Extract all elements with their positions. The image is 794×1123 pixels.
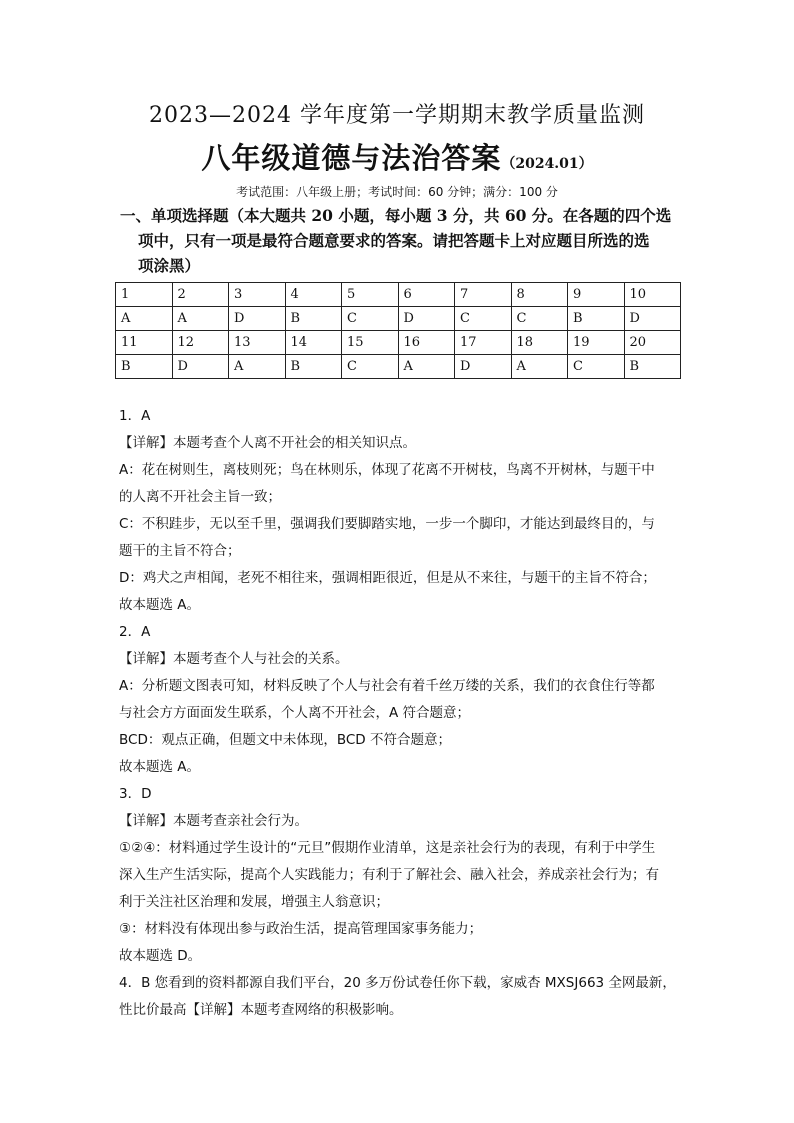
question-number-cell: 18 bbox=[511, 331, 568, 355]
explanation-line: 【详解】本题考查个人与社会的关系。 bbox=[119, 651, 349, 667]
answer-cell: C bbox=[568, 355, 625, 379]
explanation-line: 题干的主旨不符合； bbox=[119, 543, 241, 559]
answer-row bbox=[116, 355, 681, 379]
question-number-cell: 3 bbox=[229, 283, 286, 307]
question-number-cell: 20 bbox=[624, 331, 681, 355]
explanation-line: 深入生产生活实际，提高个人实践能力；有利于了解社会、融入社会，养成亲社会行为；有 bbox=[119, 867, 659, 883]
question-number-cell: 6 bbox=[398, 283, 455, 307]
exam-meta-info: 考试范围：八年级上册；考试时间：60 分钟；满分：100 分 bbox=[236, 185, 558, 199]
explanation-line: A：分析题文图表可知，材料反映了个人与社会有着千丝万缕的关系，我们的衣食住行等都 bbox=[119, 678, 655, 694]
answer-cell: A bbox=[511, 355, 568, 379]
question-number-cell: 14 bbox=[285, 331, 342, 355]
answer-cell: A bbox=[116, 307, 173, 331]
section-heading-line-1: 一、单项选择题（本大题共 20 小题，每小题 3 分，共 60 分。在各题的四个选 bbox=[120, 206, 672, 225]
explanation-line: 的人离不开社会主旨一致； bbox=[119, 489, 281, 505]
question-number-cell: 10 bbox=[624, 283, 681, 307]
question-number-cell: 15 bbox=[342, 331, 399, 355]
question-number-cell: 16 bbox=[398, 331, 455, 355]
explanation-line: 利于关注社区治理和发展，增强主人翁意识； bbox=[119, 894, 389, 910]
exam-date: （2024.01） bbox=[501, 156, 593, 172]
explanation-line: 4．B 您看到的资料都源自我们平台，20 多万份试卷任你下载，家威杏 MXSJ663 全网最新， bbox=[119, 975, 676, 991]
answer-cell: B bbox=[285, 355, 342, 379]
explanation-line: ①②④：材料通过学生设计的“元旦”假期作业清单，这是亲社会行为的表现，有利于中学生 bbox=[119, 840, 656, 856]
answer-cell: D bbox=[455, 355, 512, 379]
section-heading bbox=[120, 203, 690, 278]
explanation-line: BCD：观点正确，但题文中未体现，BCD 不符合题意； bbox=[119, 732, 451, 748]
explanation-line: 故本题选 D。 bbox=[119, 948, 202, 964]
question-number-cell: 17 bbox=[455, 331, 512, 355]
question-number-cell: 13 bbox=[229, 331, 286, 355]
explanation-line: 故本题选 A。 bbox=[119, 597, 201, 613]
explanation-line: 故本题选 A。 bbox=[119, 759, 201, 775]
explanation-line: 【详解】本题考查个人离不开社会的相关知识点。 bbox=[119, 435, 416, 451]
answer-cell: B bbox=[285, 307, 342, 331]
explanation-line: 3．D bbox=[119, 786, 152, 802]
answer-cell: D bbox=[172, 355, 229, 379]
answer-cell: C bbox=[455, 307, 512, 331]
question-number-cell: 1 bbox=[116, 283, 173, 307]
answer-cell: B bbox=[624, 355, 681, 379]
question-number-row bbox=[116, 283, 681, 307]
answer-table bbox=[115, 282, 681, 379]
question-number-cell: 5 bbox=[342, 283, 399, 307]
exam-title: 2023—2024 学年度第一学期期末教学质量监测 bbox=[149, 103, 645, 128]
explanation-line: C：不积跬步，无以至千里，强调我们要脚踏实地，一步一个脚印，才能达到最终目的，与 bbox=[119, 516, 655, 532]
question-number-cell: 7 bbox=[455, 283, 512, 307]
question-number-cell: 2 bbox=[172, 283, 229, 307]
question-number-cell: 12 bbox=[172, 331, 229, 355]
subject-title-line bbox=[0, 136, 794, 177]
answer-row bbox=[116, 307, 681, 331]
question-number-cell: 4 bbox=[285, 283, 342, 307]
subject-title: 八年级道德与法治答案 bbox=[201, 141, 502, 175]
explanation-line: 性比价最高【详解】本题考查网络的积极影响。 bbox=[119, 1002, 403, 1018]
section-heading-line-3: 项涂黑） bbox=[138, 256, 201, 275]
answer-cell: C bbox=[342, 307, 399, 331]
question-number-cell: 19 bbox=[568, 331, 625, 355]
section-heading-line-2: 项中，只有一项是最符合题意要求的答案。请把答题卡上对应题目所选的选 bbox=[138, 231, 650, 250]
question-number-cell: 11 bbox=[116, 331, 173, 355]
answer-cell: D bbox=[229, 307, 286, 331]
explanation-line: 与社会方方面面发生联系，个人离不开社会，A 符合题意； bbox=[119, 705, 471, 721]
explanation-line: 2．A bbox=[119, 624, 151, 640]
answer-cell: C bbox=[511, 307, 568, 331]
answer-cell: D bbox=[624, 307, 681, 331]
answer-cell: C bbox=[342, 355, 399, 379]
explanations bbox=[119, 403, 685, 1024]
explanation-line: A：花在树则生，离枝则死；鸟在林则乐，体现了花离不开树枝，鸟离不开树林，与题干中 bbox=[119, 462, 655, 478]
answer-cell: D bbox=[398, 307, 455, 331]
answer-cell: B bbox=[568, 307, 625, 331]
question-number-row bbox=[116, 331, 681, 355]
question-number-cell: 8 bbox=[511, 283, 568, 307]
answer-cell: B bbox=[116, 355, 173, 379]
answer-cell: A bbox=[398, 355, 455, 379]
explanation-line: D：鸡犬之声相闻，老死不相往来，强调相距很近，但是从不来往，与题干的主旨不符合； bbox=[119, 570, 656, 586]
answer-cell: A bbox=[229, 355, 286, 379]
explanation-line: ③：材料没有体现出参与政治生活，提高管理国家事务能力； bbox=[119, 921, 483, 937]
explanation-line: 1．A bbox=[119, 408, 151, 424]
question-number-cell: 9 bbox=[568, 283, 625, 307]
answer-cell: A bbox=[172, 307, 229, 331]
explanation-line: 【详解】本题考查亲社会行为。 bbox=[119, 813, 308, 829]
